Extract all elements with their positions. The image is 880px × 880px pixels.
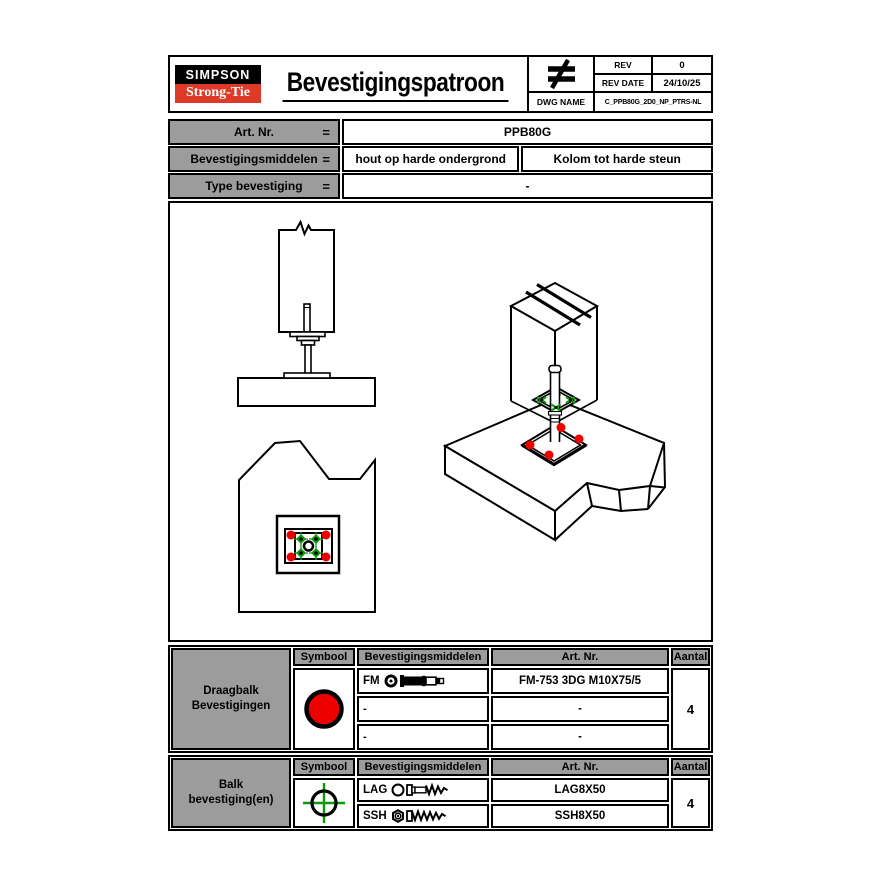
lag-screw-icon (391, 782, 451, 798)
art-nr-value: - (491, 696, 669, 722)
table-row-label: Balk bevestiging(en) (171, 758, 291, 828)
column-header-symbool: Symbool (293, 648, 355, 666)
art-nr-value: SSH8X50 (491, 804, 669, 828)
info-value: Kolom tot harde steun (521, 146, 713, 172)
info-value: hout op harde ondergrond (342, 146, 519, 172)
title-wrap (261, 67, 527, 102)
table-row-label: Draagbalk Bevestigingen (171, 648, 291, 750)
art-nr-value: FM-753 3DG M10X75/5 (491, 668, 669, 694)
front-baseplate (284, 373, 330, 378)
rev-date-label: REV DATE (595, 75, 651, 91)
info-label-text: Bevestigingsmiddelen (190, 152, 318, 166)
column-header-symbool: Symbool (293, 758, 355, 776)
info-value: - (342, 173, 713, 199)
wedge-anchor-icon (384, 673, 446, 689)
top-view (239, 441, 375, 612)
front-stem (305, 345, 311, 374)
drawing-area (168, 201, 713, 642)
isometric-view (445, 283, 665, 540)
sheet-title: Bevestigingspatroon (283, 67, 509, 102)
balk-fastener-table (168, 755, 713, 831)
structural-screw-icon (391, 808, 451, 824)
dwg-name-label: DWG NAME (529, 93, 593, 111)
column-header-bevestigingsmiddelen: Bevestigingsmiddelen (357, 648, 489, 666)
info-label-text: Art. Nr. (233, 125, 274, 139)
info-label (168, 173, 340, 199)
logo-simpson: SIMPSON (175, 65, 261, 84)
drawing-sheet (168, 55, 713, 831)
equals-sign: = (322, 151, 330, 167)
fastener-cell (357, 804, 489, 828)
logo-strongtie: Strong-Tie (175, 84, 261, 103)
fastener-code: FM (363, 675, 380, 687)
equals-sign: = (322, 178, 330, 194)
fastener-cell: - (357, 724, 489, 750)
iso-column-top-face (511, 283, 597, 331)
fastening-pattern-drawing (170, 203, 710, 639)
info-table (168, 119, 713, 199)
column-header-art-nr: Art. Nr. (491, 758, 669, 776)
column-header-art-nr: Art. Nr. (491, 648, 669, 666)
rev-label: REV (595, 57, 651, 73)
red-circle-icon (293, 668, 355, 750)
column-header-bevestigingsmiddelen: Bevestigingsmiddelen (357, 758, 489, 776)
rev-value: 0 (653, 57, 711, 73)
header-left-cell (170, 57, 527, 111)
info-row-bevestigingsmiddelen (168, 146, 713, 172)
column-header-aantal: Aantal (671, 758, 710, 776)
fastener-code: LAG (363, 784, 388, 796)
dwg-name-value: C_PPB80G_2D0_NP_PTRS-NL (595, 93, 711, 111)
equals-sign: = (322, 124, 330, 140)
fastener-cell: - (357, 696, 489, 722)
art-nr-value: LAG8X50 (491, 778, 669, 802)
center-hole (304, 542, 313, 551)
green-crosshair-icon (293, 778, 355, 828)
art-nr-value: - (491, 724, 669, 750)
draagbalk-fastener-table (168, 645, 713, 753)
title-block (168, 55, 713, 113)
rev-date-value: 24/10/25 (653, 75, 711, 91)
info-row-art-nr (168, 119, 713, 145)
front-concrete (238, 378, 375, 406)
info-label (168, 119, 340, 145)
fastener-cell (357, 668, 489, 694)
info-row-type-bevestiging (168, 173, 713, 199)
front-rod (304, 304, 310, 332)
info-value: PPB80G (342, 119, 713, 145)
column-header-aantal: Aantal (671, 648, 710, 666)
aantal-value: 4 (671, 778, 710, 828)
info-label (168, 146, 340, 172)
fastener-code: SSH (363, 810, 387, 822)
aantal-value: 4 (671, 668, 710, 750)
front-view (238, 222, 375, 406)
simpson-strongtie-logo (175, 65, 261, 103)
fastener-cell (357, 778, 489, 802)
not-equal-icon (529, 57, 593, 91)
info-label-text: Type bevestiging (205, 179, 303, 193)
